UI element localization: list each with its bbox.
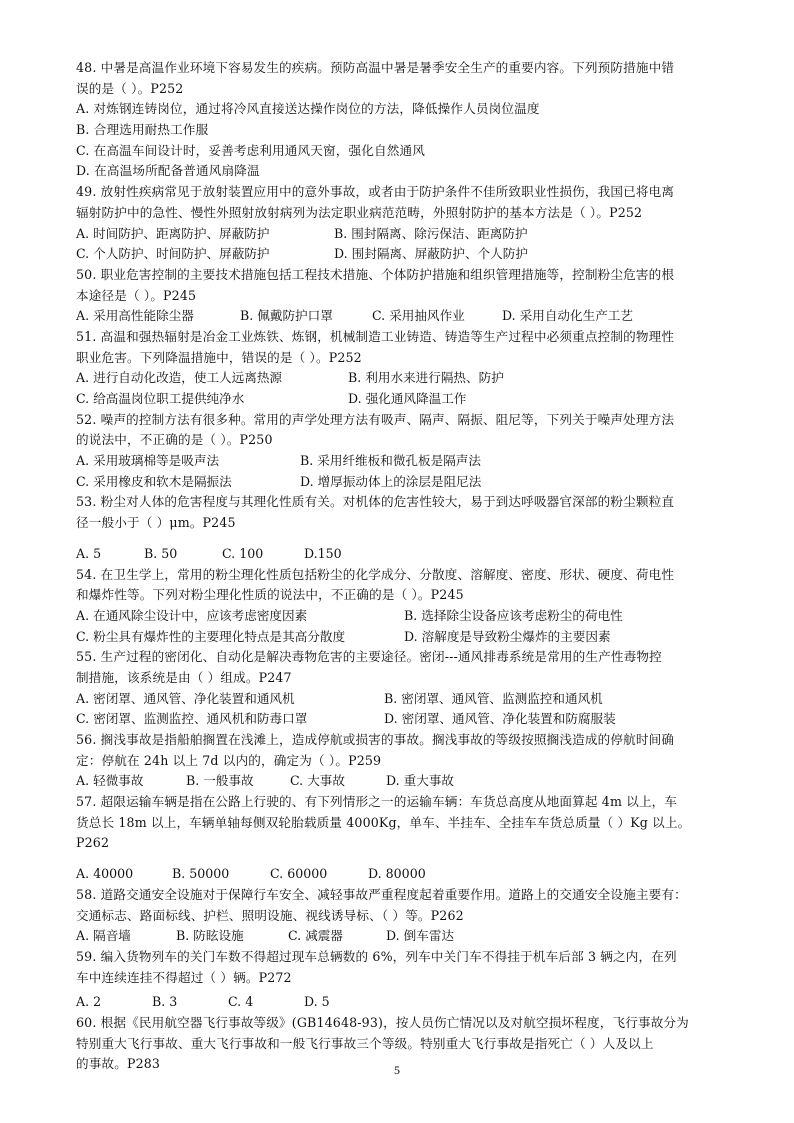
page-number: 5 bbox=[394, 1063, 400, 1077]
option-row bbox=[76, 544, 742, 565]
question-stem: 交通标志、路面标线、护栏、照明设施、视线诱导标、（ ）等。P262 bbox=[76, 907, 464, 923]
question-53 bbox=[76, 492, 742, 564]
option-row bbox=[76, 606, 742, 627]
option-a: A. 密闭罩、通风管、净化装置和通风机 bbox=[76, 690, 295, 706]
question-stem: 53. 粉尘对人体的危害程度与其理化性质有关。对机体的危害性较大，易于到达呼吸器官深部的粉尘颗粒直 bbox=[76, 494, 675, 510]
option-c: C. 60000 bbox=[270, 866, 328, 882]
option-d: D.150 bbox=[304, 545, 342, 561]
question-49 bbox=[76, 182, 742, 265]
option-d: D. 围封隔离、屏蔽防护、个人防护 bbox=[334, 246, 528, 262]
option-b: B. 防眩设施 bbox=[176, 928, 244, 944]
spacer bbox=[76, 854, 742, 864]
option-a: A. 对炼钢连铸岗位，通过将冷风直接送达操作岗位的方法，降低操作人员岗位温度 bbox=[76, 101, 540, 117]
question-stem: 径一般小于（ ）μm。P245 bbox=[76, 515, 236, 531]
option-row bbox=[76, 306, 742, 327]
question-stem: 60. 根据《民用航空器飞行事故等级》(GB14648-93)，按人员伤亡情况以及对航空损坏程度，飞行事故分为 bbox=[76, 1014, 689, 1030]
option-c: C. 4 bbox=[228, 994, 254, 1010]
option-b: B. 围封隔离、除污保洁、距离防护 bbox=[334, 225, 528, 241]
question-stem: 制措施，该系统是由（ ）组成。P247 bbox=[76, 669, 292, 685]
option-b: B. 50000 bbox=[172, 866, 230, 882]
option-c: C. 采用抽风作业 bbox=[372, 308, 465, 324]
option-row bbox=[76, 992, 742, 1013]
question-stem: 货总长 18m 以上，车辆单轴每侧双轮胎载质量 4000Kg，单车、半挂车、全挂车车货总质量（ ）Kg 以上。 bbox=[76, 814, 691, 830]
question-stem: 56. 搁浅事故是指船舶搁置在浅滩上，造成停航或损害的事故。搁浅事故的等级按照搁浅造成的停航时间确 bbox=[76, 732, 675, 747]
question-stem: 51. 高温和强热辐射是冶金工业炼铁、炼钢，机械制造工业铸造、铸造等生产过程中必须重点控制的物理性 bbox=[76, 328, 675, 344]
option-a: A. 2 bbox=[76, 994, 102, 1010]
question-56 bbox=[76, 730, 742, 792]
option-c: C. 密闭罩、监测监控、通风机和防毒口罩 bbox=[76, 711, 308, 727]
option-b: B. 利用水来进行隔热、防护 bbox=[348, 370, 504, 386]
option-a: A. 在通风除尘设计中，应该考虑密度因素 bbox=[76, 607, 308, 623]
question-stem: 和爆炸性等。下列对粉尘理化性质的说法中，不正确的是（ ）。P245 bbox=[76, 587, 464, 603]
question-55 bbox=[76, 647, 742, 730]
option-c: C. 个人防护、时间防护、屏蔽防护 bbox=[76, 246, 270, 262]
option-row bbox=[76, 244, 742, 265]
option-d: D. 5 bbox=[304, 994, 330, 1010]
question-stem: 48. 中暑是高温作业环境下容易发生的疾病。预防高温中暑是暑季安全生产的重要内容。下列预防措施中错 bbox=[76, 60, 675, 75]
option-b: B. 采用纤维板和微孔板是隔声法 bbox=[300, 453, 481, 469]
option-d: D. 重大事故 bbox=[386, 773, 455, 789]
question-stem: 辐射防护中的急性、慢性外照射放射病列为法定职业病范范畴，外照射防护的基本方法是（ ）。P252 bbox=[76, 204, 643, 220]
question-51 bbox=[76, 327, 742, 410]
option-row bbox=[76, 627, 742, 648]
question-stem: 特别重大飞行事故、重大飞行事故和一般飞行事故三个等级。特别重大飞行事故是指死亡（ ）人及以上 bbox=[76, 1035, 654, 1051]
option-d: D. 80000 bbox=[368, 866, 426, 882]
question-stem: 57. 超限运输车辆是指在公路上行驶的、有下列情形之一的运输车辆：车货总高度从地面算起 4m 以上，车 bbox=[76, 794, 678, 810]
option-c: C. 减震器 bbox=[288, 928, 343, 944]
option-a: A. 隔音墙 bbox=[76, 928, 131, 944]
option-a: A. 40000 bbox=[76, 866, 134, 882]
option-c: C. 采用橡皮和软木是隔振法 bbox=[76, 473, 232, 489]
page-reference: P262 bbox=[76, 835, 110, 851]
question-stem: 49. 放射性疾病常见于放射装置应用中的意外事故，或者由于防护条件不佳所致职业性损伤，我国已将电离 bbox=[76, 184, 675, 200]
question-stem: 的说法中，不正确的是（ ）。P250 bbox=[76, 432, 273, 448]
question-stem: 54. 在卫生学上，常用的粉尘理化性质包括粉尘的化学成分、分散度、溶解度、密度、形状、硬度、荷电性 bbox=[76, 566, 675, 582]
question-stem: 52. 噪声的控制方法有很多种。常用的声学处理方法有吸声、隔声、隔振、阻尼等，下列关于噪声处理方法 bbox=[76, 411, 675, 427]
question-stem: 50. 职业危害控制的主要技术措施包括工程技术措施、个体防护措施和组织管理措施等，控制粉尘危害的根 bbox=[76, 266, 675, 282]
option-c: C. 给高温岗位职工提供纯净水 bbox=[76, 391, 245, 406]
option-a: A. 进行自动化改造，使工人远离热源 bbox=[76, 370, 283, 386]
option-a: A. 轻微事故 bbox=[76, 773, 144, 789]
question-stem: 定：停航在 24h 以上 7d 以内的，确定为（ ）。P259 bbox=[76, 752, 382, 768]
question-stem: 的事故。P283 bbox=[76, 1056, 161, 1072]
option-row bbox=[76, 689, 742, 710]
option-c: C. 在高温车间设计时，妥善考虑利用通风天窗，强化自然通风 bbox=[76, 142, 425, 158]
option-b: B. 合理选用耐热工作服 bbox=[76, 122, 209, 138]
option-a: A. 采用高性能除尘器 bbox=[76, 308, 194, 324]
question-stem: 误的是（ ）。P252 bbox=[76, 80, 184, 96]
option-b: B. 佩戴防护口罩 bbox=[240, 308, 333, 324]
question-57 bbox=[76, 792, 742, 885]
option-b: B. 一般事故 bbox=[186, 773, 254, 789]
question-50 bbox=[76, 265, 742, 327]
option-d: D. 溶解度是导致粉尘爆炸的主要因素 bbox=[404, 628, 611, 644]
question-48 bbox=[76, 58, 742, 182]
option-c: C. 大事故 bbox=[290, 773, 345, 789]
question-54 bbox=[76, 565, 742, 648]
question-stem: 车中连续连挂不得超过（ ）辆。P272 bbox=[76, 969, 292, 985]
option-row bbox=[76, 926, 742, 947]
option-d: D. 在高温场所配备普通风扇降温 bbox=[76, 163, 260, 179]
option-d: D. 密闭罩、通风管、净化装置和防腐服装 bbox=[384, 711, 616, 727]
option-b: B. 50 bbox=[144, 545, 178, 561]
option-row bbox=[76, 451, 742, 472]
option-row bbox=[76, 472, 742, 493]
question-stem: 58. 道路交通安全设施对于保障行车安全、减轻事故严重程度起着重要作用。道路上的交通安全设施主要有： bbox=[76, 886, 687, 902]
option-d: D. 增厚振动体上的涂层是阻尼法 bbox=[300, 473, 482, 489]
option-b: B. 密闭罩、通风管、监测监控和通风机 bbox=[384, 690, 603, 706]
question-59 bbox=[76, 947, 742, 1013]
option-a: A. 采用玻璃棉等是吸声法 bbox=[76, 453, 220, 469]
question-list bbox=[76, 58, 742, 1075]
question-stem: 55. 生产过程的密闭化、自动化是解决毒物危害的主要途径。密闭---通风排毒系统是常用的生产性毒物控 bbox=[76, 649, 662, 665]
question-stem: 职业危害。下列降温措施中，错误的是（ ）。P252 bbox=[76, 349, 362, 365]
question-58 bbox=[76, 885, 742, 947]
spacer bbox=[76, 534, 742, 544]
question-52 bbox=[76, 410, 742, 493]
option-row bbox=[76, 368, 742, 389]
option-row bbox=[76, 709, 742, 730]
option-d: D. 采用自动化生产工艺 bbox=[502, 308, 633, 324]
option-a: A. 时间防护、距离防护、屏蔽防护 bbox=[76, 225, 270, 241]
option-row bbox=[76, 864, 742, 885]
option-b: B. 选择除尘设备应该考虑粉尘的荷电性 bbox=[404, 607, 623, 623]
option-d: D. 倒车雷达 bbox=[386, 928, 455, 944]
option-a: A. 5 bbox=[76, 545, 102, 561]
option-c: C. 粉尘具有爆炸性的主要理化特点是其高分散度 bbox=[76, 628, 346, 644]
option-row bbox=[76, 389, 742, 410]
option-d: D. 强化通风降温工作 bbox=[348, 391, 467, 406]
question-stem: 59. 编入货物列车的关门车数不得超过现车总辆数的 6%，列车中关门车不得挂于机车后部 3 辆之内，在列 bbox=[76, 948, 677, 964]
option-b: B. 3 bbox=[152, 994, 178, 1010]
option-c: C. 100 bbox=[222, 545, 264, 561]
question-stem: 本途径是（ ）。P245 bbox=[76, 287, 197, 303]
option-row bbox=[76, 224, 742, 245]
option-row bbox=[76, 771, 742, 792]
